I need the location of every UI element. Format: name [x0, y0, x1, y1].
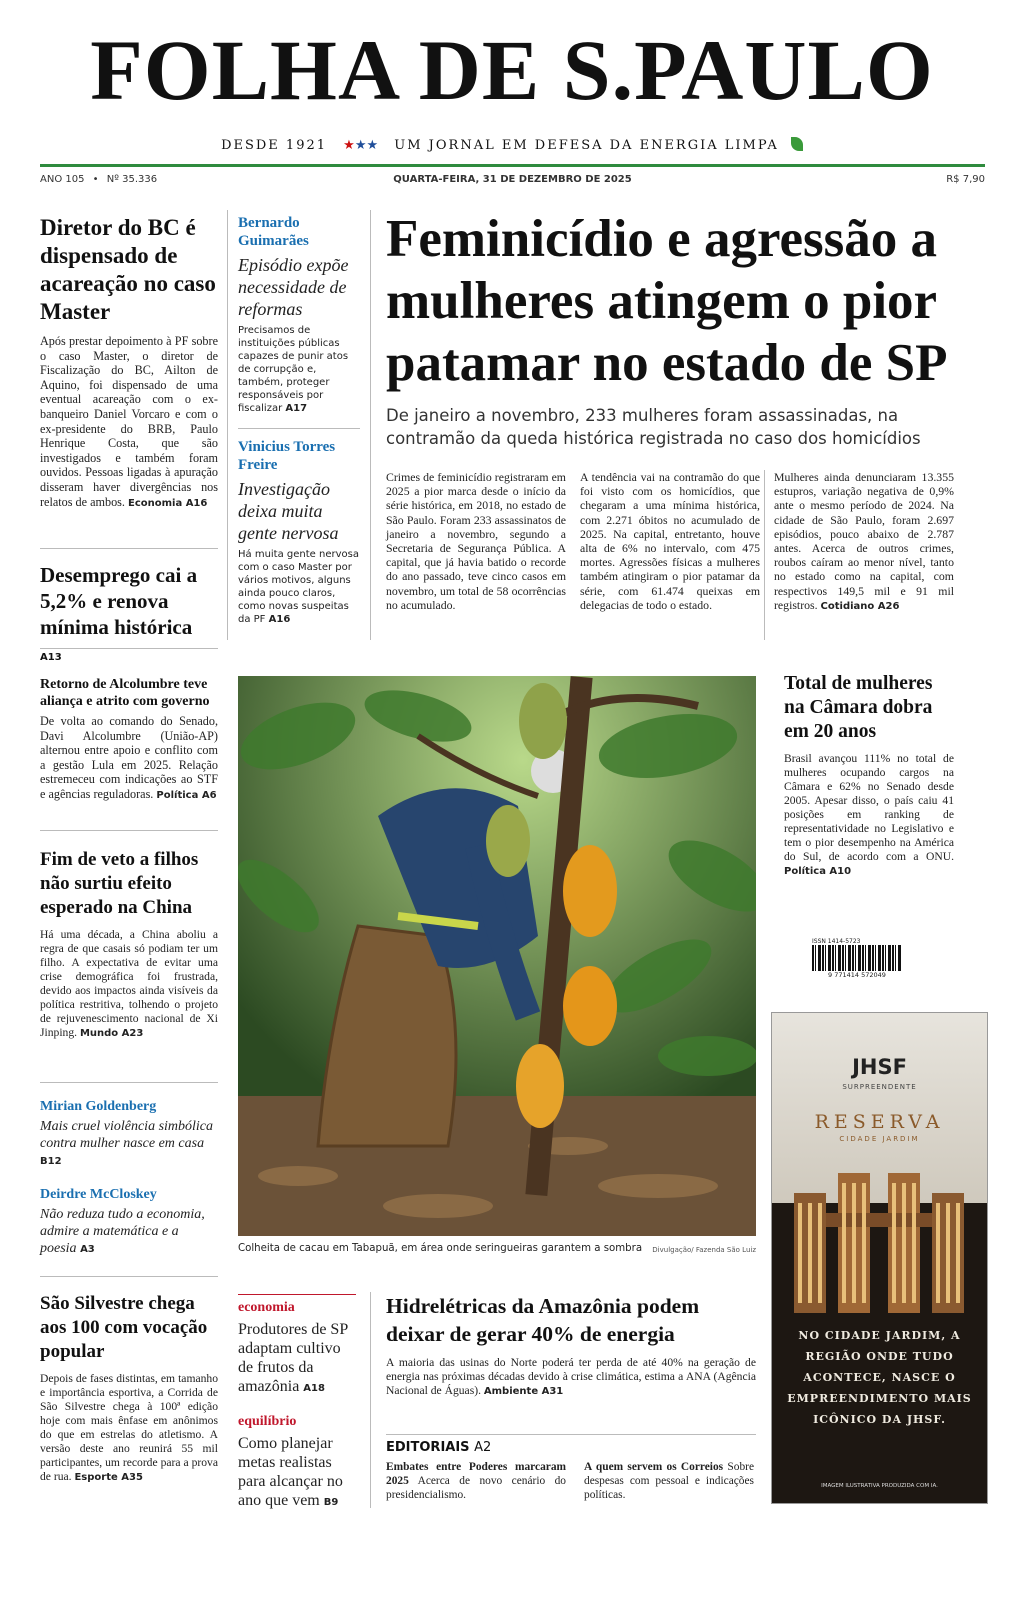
lead-col-1: Crimes de feminicídio registraram em 2025 a pior marca desde o início da série histórica, em 2018, no estado de São Paulo. Foram 233 assassinatos de janeiro a novembro, segundo a Secretaria de Segurança Pública. A capital, que já havia batido o recorde do ano passado, teve cinco casos em novembro, um total de 58 ocorrências no acumulado.: [386, 470, 566, 612]
ad-note: IMAGEM ILUSTRATIVA PRODUZIDA COM IA.: [821, 1483, 938, 1489]
goldenberg-author[interactable]: Mirian Goldenberg: [40, 1099, 157, 1114]
issue-bar: ANO 105 • Nº 35.336 QUARTA-FEIRA, 31 DE DEZEMBRO DE 2025 R$ 7,90: [40, 174, 985, 185]
story-hidro[interactable]: [386, 1292, 756, 1399]
divider: [238, 1294, 356, 1295]
ad-product-sub: CIDADE JARDIM: [839, 1135, 920, 1143]
story-silvestre-headline[interactable]: São Silvestre chega aos 100 com vocação popular: [40, 1293, 208, 1362]
story-unemployment[interactable]: [40, 562, 218, 671]
cacao-harvest-illustration: [238, 676, 756, 1236]
story-china-headline[interactable]: Fim de veto a filhos não surtiu efeito esperado na China: [40, 849, 199, 918]
editoriais[interactable]: [386, 1440, 756, 1455]
story-hidro-headline[interactable]: Hidrelétricas da Amazônia podem deixar de gerar 40% de energia: [386, 1294, 700, 1346]
editoriais-label[interactable]: EDITORIAIS A2: [386, 1440, 492, 1455]
story-unemployment-headline[interactable]: Desemprego cai a 5,2% e renova mínima histórica A13: [40, 563, 198, 663]
story-china[interactable]: [40, 848, 218, 1041]
equilibrio-section[interactable]: equilíbrio: [238, 1414, 297, 1429]
issue-date: QUARTA-FEIRA, 31 DE DEZEMBRO DE 2025: [393, 174, 632, 185]
cacao-pod: [563, 966, 617, 1046]
equilibrio-text[interactable]: Como planejar metas realistas para alcançar no ano que vem B9: [238, 1435, 343, 1509]
story-camara-body: Brasil avançou 111% no total de mulheres ocupando cargos na Câmara e 62% no Senado desde 2005. Apesar disso, o país caiu 41 posições em ranking de representatividade no Legislativo e tem o pior desempenho na América do Sul, de acordo com a ONU. Política A10: [784, 752, 954, 877]
photo-credit: Divulgação/ Fazenda São Luiz: [652, 1246, 756, 1254]
story-camara[interactable]: [784, 672, 954, 879]
economia-text[interactable]: Produtores de SP adaptam cultivo de frutos da amazônia A18: [238, 1321, 348, 1395]
ad-product: RESERVA: [814, 1111, 945, 1133]
cacao-pod: [563, 845, 617, 937]
ad-tagline: SURPREENDENTE: [842, 1083, 917, 1091]
story-china-body: Há uma década, a China aboliu a regra de que casais só podiam ter um filho. A expectativa de evitar uma crise demográfica foi frustrada, devido aos impactos ainda visíveis da política restritiva, tolhendo o projeto de rejuvenescimento nacional de Xi Jinping. Mundo A23: [40, 928, 218, 1039]
divider: [386, 1434, 756, 1435]
story-hidro-body: A maioria das usinas do Norte poderá ter perda de até 40% na geração de energia nas próximas décadas devido à crise climática, estima a ANA (Agência Nacional de Águas). Ambiente A31: [386, 1356, 756, 1397]
issue-number: Nº 35.336: [106, 174, 158, 185]
ad-copy: NO CIDADE JARDIM, A REGIÃO ONDE TUDO ACONTECE, NASCE O EMPREENDIMENTO MAIS ICÔNICO DA JHSF.: [787, 1329, 972, 1426]
since-label: DESDE 1921: [221, 138, 328, 153]
advertisement[interactable]: [771, 1012, 988, 1504]
story-alcolumbre-body: De volta ao comando do Senado, Davi Alcolumbre (União-AP) alternou entre apoio e conflito com a gestão Lula em 2025. Relação estremeceu com indicações ao STF e agências reguladoras. Política A6: [40, 714, 218, 801]
masthead-tagline: [0, 137, 1024, 153]
barcode-issn: ISSN 1414-5723: [812, 938, 861, 945]
column-rule: [370, 210, 371, 640]
column-goldenberg[interactable]: [40, 1098, 218, 1170]
freire-author[interactable]: Vinicius Torres Freire: [238, 439, 336, 473]
story-alcolumbre-headline[interactable]: Retorno de Alcolumbre teve aliança e atrito com governo: [40, 677, 210, 709]
cacao-pod: [519, 683, 567, 759]
leaf-icon: [791, 137, 803, 151]
column-rule: [764, 470, 765, 640]
divider: [40, 1082, 218, 1083]
motto-label: UM JORNAL EM DEFESA DA ENERGIA LIMPA: [394, 138, 779, 153]
column-freire[interactable]: [238, 438, 360, 626]
divider: [40, 548, 218, 549]
story-silvestre-body: Depois de fases distintas, em tamanho e importância esportiva, a Corrida de São Silvestre chega à 100ª edição hoje com mais ênfase em anônimos do que em estrelas do atletismo. A versão deste ano reunirá 55 mil participantes, um recorde para a prova de rua. Esporte A35: [40, 1372, 218, 1483]
divider: [238, 428, 360, 429]
story-camara-headline[interactable]: Total de mulheres na Câmara dobra em 20 anos: [784, 673, 933, 742]
column-rule: [370, 1292, 371, 1508]
editorial-2[interactable]: A quem servem os Correios Sobre despesas com pessoal e indicações políticas.: [584, 1461, 754, 1501]
lead-headline[interactable]: Feminicídio e agressão a mulheres atingem o pior patamar no estado de SP: [386, 210, 948, 392]
teaser-economia[interactable]: [238, 1300, 356, 1398]
column-rule: [227, 210, 228, 640]
cacao-pod: [516, 1044, 564, 1128]
masthead-title: FOLHA DE S.PAULO: [90, 22, 934, 118]
guimaraes-title[interactable]: Episódio expõe necessidade de reformas: [238, 255, 349, 319]
teaser-equilibrio[interactable]: [238, 1414, 356, 1512]
guimaraes-body: Precisamos de instituições públicas capazes de punir atos de corrupção e, também, proteger responsáveis por fiscalizar A17: [238, 325, 349, 414]
editorial-1[interactable]: Embates entre Poderes marcaram 2025 Acerca de novo cenário do presidencialismo.: [386, 1461, 567, 1501]
issue-volume: ANO 105: [40, 174, 85, 185]
column-mccloskey[interactable]: [40, 1186, 218, 1258]
story-alcolumbre[interactable]: [40, 676, 218, 804]
ad-brand: JHSF: [852, 1055, 907, 1079]
mccloskey-author[interactable]: Deirdre McCloskey: [40, 1187, 157, 1202]
story-bc-headline[interactable]: Diretor do BC é dispensado de acareação no caso Master: [40, 215, 216, 324]
goldenberg-text[interactable]: Mais cruel violência simbólica contra mulher nasce em casa B12: [40, 1119, 214, 1167]
stars-icon: ★★★: [343, 138, 379, 153]
photo-caption: Colheita de cacau em Tabapuã, em área onde seringueiras garantem a sombra: [238, 1243, 643, 1254]
barcode: [812, 938, 902, 979]
issue-price: R$ 7,90: [946, 174, 985, 185]
economia-section[interactable]: economia: [238, 1300, 295, 1315]
divider: [40, 648, 218, 649]
lead-deck: De janeiro a novembro, 233 mulheres foram assassinadas, na contramão da queda histórica registrada no caso dos homicídios: [386, 406, 921, 448]
column-guimaraes[interactable]: [238, 214, 360, 415]
masthead-rule: [40, 164, 985, 167]
lead-col-2: A tendência vai na contramão do que foi visto com os homicídios, que chegaram a uma mínima histórica, com 2.271 óbitos no acumulado de 2025. Na capital, entretanto, houve alta de 6% no intervalo, com 475 mortes. Agressões físicas a mulheres também atingiram o pior patamar da série, com 61.474 queixas em delegacias de todo o estado.: [580, 470, 760, 612]
divider: [40, 1276, 218, 1277]
story-bc-body: Após prestar depoimento à PF sobre o caso Master, o diretor de Fiscalização do BC, Ailton de Aquino, foi dispensado de uma eventual acareação com o ex-banqueiro Daniel Vorcaro e com o ex-presidente do BRB, Paulo Henrique Costa, que são investigados e também foram ouvidos. Pessoas ligadas à apuração disseram haver divergências nos relatos de ambos. Economia A16: [40, 334, 218, 509]
story-silvestre[interactable]: [40, 1292, 218, 1485]
freire-title[interactable]: Investigação deixa muita gente nervosa: [238, 479, 339, 543]
ad-building-illustration: [782, 1153, 977, 1313]
guimaraes-author[interactable]: Bernardo Guimarães: [238, 215, 309, 249]
cacao-pod: [486, 805, 530, 877]
barcode-bars: [812, 945, 902, 971]
story-bc[interactable]: [40, 214, 218, 511]
cacao-photo: [238, 676, 756, 1236]
lead-col-3: Mulheres ainda denunciaram 13.355 estupros, variação negativa de 0,9% ante o mesmo período de 2024. Na cidade de São Paulo, foram 2.697 episódios, pouco abaixo de 2.787 antes. Acerca de outros crimes, roubos caíram ao menor nível, tanto no estado como na capital, com respectivos 149,5 mil e 91 mil registros. Cotidiano A26: [774, 470, 954, 612]
freire-body: Há muita gente nervosa com o caso Master por vários motivos, alguns ainda pouco claros, como novas suspeitas da PF A16: [238, 549, 359, 625]
mccloskey-text[interactable]: Não reduza tudo a economia, admire a matemática e a poesia A3: [40, 1207, 205, 1256]
divider: [40, 830, 218, 831]
barcode-digits: 9 771414 572049: [828, 971, 886, 979]
